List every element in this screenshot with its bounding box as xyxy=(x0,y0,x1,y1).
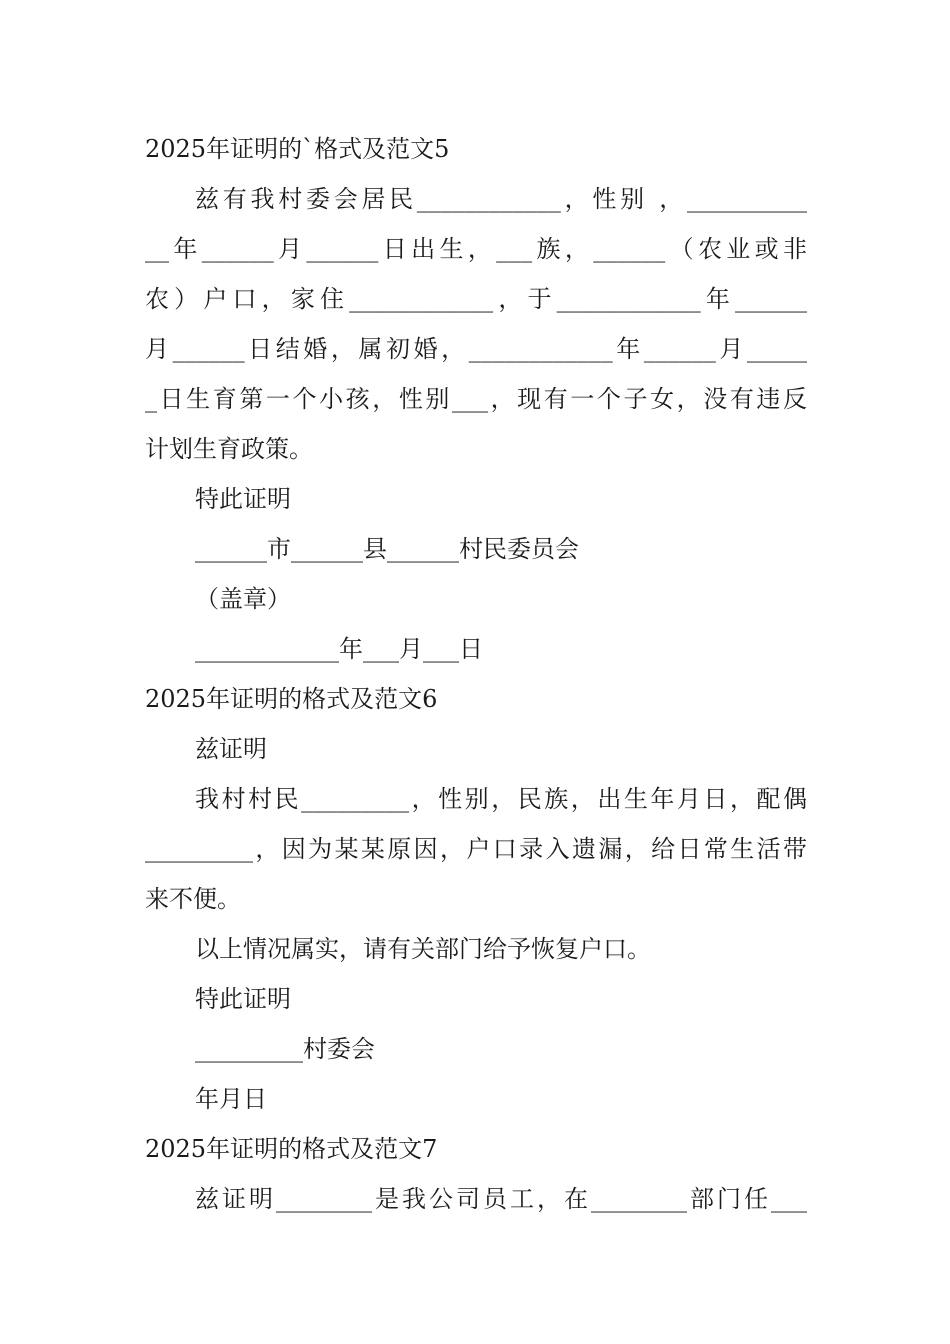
paragraph-line: 我村村民_________，性别，民族，出生年月日，配偶 xyxy=(195,785,807,813)
paragraph-line: 农）户口，家住____________，于____________年______ xyxy=(145,285,807,313)
section-title: 2025年证明的格式及范文7 xyxy=(145,1135,438,1163)
closing-text: 特此证明 xyxy=(195,485,291,513)
paragraph-line: 来不便。 xyxy=(145,885,241,913)
request-text: 以上情况属实，请有关部门给予恢复户口。 xyxy=(195,935,651,963)
signature-line: _________村委会 xyxy=(195,1035,375,1063)
paragraph-line: __年______月______日出生，___族，______（农业或非 xyxy=(145,235,807,263)
date-line: ____________年___月___日 xyxy=(195,635,483,663)
paragraph-line: 月______日结婚，属初婚，____________年______月_____ xyxy=(145,335,807,363)
paragraph-line: _________，因为某某原因，户口录入遗漏，给日常生活带 xyxy=(145,835,807,863)
section-title: 2025年证明的格式及范文6 xyxy=(145,685,438,713)
signature-line: ______市______县______村民委员会 xyxy=(195,535,579,563)
section-heading: 兹证明 xyxy=(195,735,267,763)
paragraph-line: 兹证明________是我公司员工，在________部门任___ xyxy=(195,1185,807,1213)
paragraph-line: 计划生育政策。 xyxy=(145,435,313,463)
section-title: 2025年证明的`格式及范文5 xyxy=(145,135,450,163)
paragraph-line: 兹有我村委会居民____________，性别 ，__________ xyxy=(195,185,807,213)
closing-text: 特此证明 xyxy=(195,985,291,1013)
seal-note: （盖章） xyxy=(195,585,291,613)
date-line: 年月日 xyxy=(195,1085,267,1113)
paragraph-line: _日生育第一个小孩，性别___，现有一个子女，没有违反 xyxy=(145,385,807,413)
